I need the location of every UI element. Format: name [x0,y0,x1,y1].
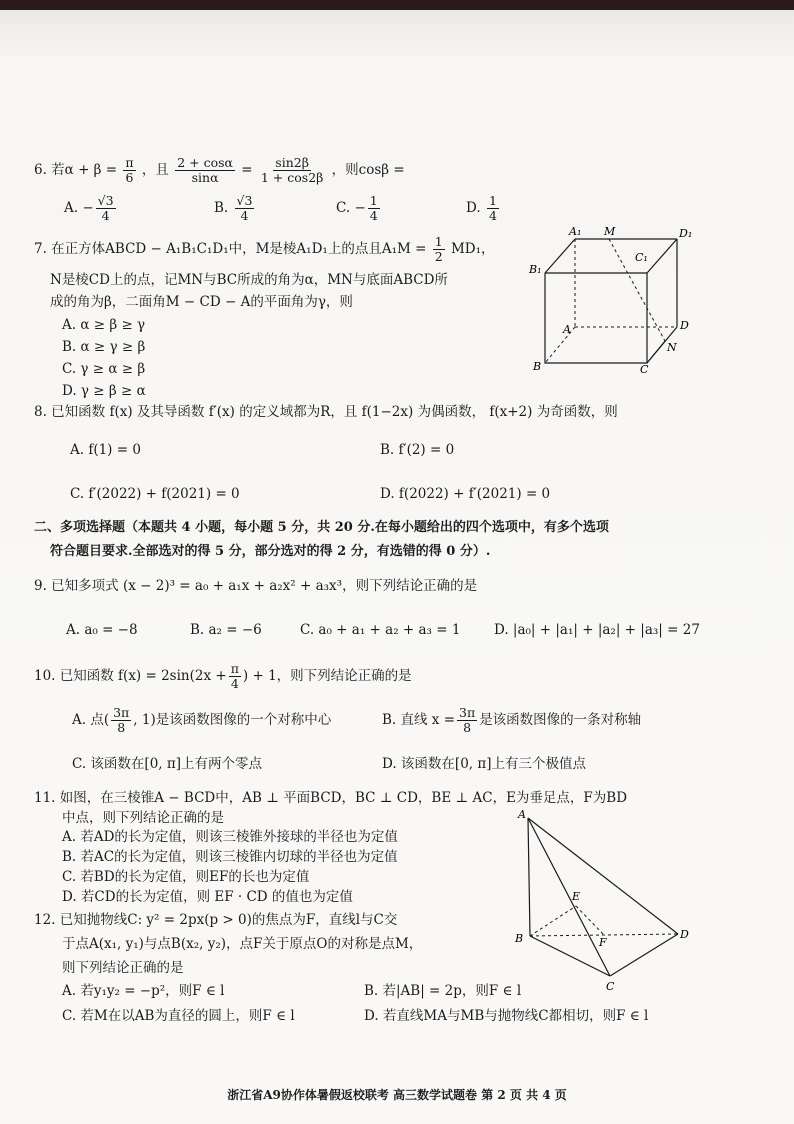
tetra-label-e: E [572,890,581,903]
tetra-label-c: C [606,980,615,993]
q9-stem: 9. 已知多项式 (x − 2)³ = a₀ + a₁x + a₂x² + a₃x³，则下列结论正确的是 [34,578,478,594]
option-frac [368,194,380,223]
q6-frac2-num: 2 + cosα [177,155,233,170]
q8-stem: 8. 已知函数 f(x) 及其导函数 f′(x) 的定义域都为R，且 f(1−2x) 为偶函数， f(x+2) 为奇函数，则 [34,404,618,420]
frac-num: 3π [459,705,476,720]
q10-option-d: D. 该函数在[0, π]上有三个极值点 [382,756,587,772]
q11-option-a: A. 若AD的长为定值，则该三棱锥外接球的半径也为定值 [62,829,398,845]
option-label: D. [466,200,481,216]
frac-den: 4 [230,676,239,691]
q6-option-b [214,194,256,223]
q7-frac [433,235,445,264]
q12-option-b: B. 若|AB| = 2p，则F ∈ l [364,983,522,999]
q10-stem-a: 10. 已知函数 f(x) = 2sin(2x + [34,668,227,684]
q12-option-c: C. 若M在以AB为直径的圆上，则F ∈ l [62,1008,295,1024]
q10-stem [34,656,412,696]
q9-option-a: A. a₀ = −8 [66,622,138,638]
q6-stem [34,150,405,190]
q11-option-b: B. 若AC的长为定值，则该三棱锥内切球的半径也为定值 [62,849,398,865]
q11-line-2: 中点，则下列结论正确的是 [62,810,224,826]
q8-option-c: C. f′(2022) + f(2021) = 0 [70,486,240,502]
frac-den: 8 [463,720,472,735]
q12-option-a: A. 若y₁y₂ = −p²，则F ∈ l [62,983,225,999]
q12-line-2: 于点A(x₁, y₁)与点B(x₂, y₂)，点F关于原点O的对称是点M， [62,936,423,952]
cube-label-n: N [667,341,677,354]
q12-option-d: D. 若直线MA与MB与抛物线C都相切，则F ∈ l [364,1008,649,1024]
q6-option-d [466,194,501,223]
q6-frac1-den: 6 [125,170,134,185]
q9-option-d: D. |a₀| + |a₁| + |a₂| + |a₃| = 27 [494,622,700,638]
q10-optb-b: 是该函数图像的一条对称轴 [479,712,642,728]
q6-frac3-num: sin2β [275,155,309,170]
frac-num: √3 [97,193,114,208]
option-frac [235,194,255,223]
tetra-label-f: F [599,936,607,949]
cube-label-b: B [533,360,542,373]
option-frac [96,194,116,223]
q6-frac-2 [175,156,235,185]
q7-line1a: 7. 在正方体ABCD − A₁B₁C₁D₁中，M是棱A₁D₁上的点且A₁M = [34,241,427,257]
cube-label-d: D [680,319,689,332]
q6-frac3-den: 1 + cos2β [260,170,324,185]
q10-stem-b: ) + 1，则下列结论正确的是 [242,668,412,684]
cube-label-c1: C₁ [635,251,648,264]
q11-line-1: 11. 如图，在三棱锥A − BCD中，AB ⊥ 平面BCD，BC ⊥ CD，BE ⊥ AC，E为垂足点，F为BD [34,790,628,806]
q10-stem-frac [229,662,241,691]
q6-option-a [64,194,118,223]
tetrahedron-figure [510,808,695,993]
q10-optb-a: B. 直线 x = [382,712,456,728]
q6-mid: ，且 [141,162,169,178]
frac-den: 4 [488,208,497,223]
q7-line1b: MD₁， [450,241,495,257]
q10-opta-b: , 1)是该函数图像的一个对称中心 [133,712,332,728]
q7-option-c: C. γ ≥ α ≥ β [62,361,146,377]
option-label: A. [64,200,79,216]
q11-option-d: D. 若CD的长为定值，则 EF · CD 的值也为定值 [62,889,353,905]
q6-prefix: 6. 若α + β = [34,162,118,178]
q6-frac-3 [259,156,326,185]
cube-label-a: A [563,323,571,336]
frac-num: 3π [113,705,130,720]
cube-figure [525,225,695,375]
cube-label-b1: B₁ [529,263,542,276]
q6-eq: = [241,162,253,178]
q7-line-2: N是棱CD上的点，记MN与BC所成的角为α，MN与底面ABCD所 [50,272,448,288]
q10-optb-frac [457,706,477,735]
q6-frac2-den: sinα [191,170,219,185]
q9-option-b: B. a₂ = −6 [190,622,262,638]
q7-frac-num: 1 [434,234,443,249]
cube-label-m: M [604,225,616,238]
q7-option-b: B. α ≥ γ ≥ β [62,339,146,355]
option-sign: − [354,200,366,216]
option-label: B. [214,200,229,216]
section-2-heading-line-1: 二、多项选择题（本题共 4 小题，每小题 5 分，共 20 分.在每小题给出的四个选项中，有多个选项 [34,520,609,535]
frac-num: √3 [236,193,253,208]
q7-frac-den: 2 [434,249,443,264]
tetra-label-b: B [515,932,524,945]
q9-option-c: C. a₀ + a₁ + a₂ + a₃ = 1 [300,622,461,638]
cube-label-c: C [640,363,649,375]
q12-line-1: 12. 已知抛物线C: y² = 2px(p > 0)的焦点为F，直线l与C交 [34,912,398,928]
option-frac [487,194,499,223]
q10-option-b [382,700,641,740]
q7-option-a: A. α ≥ β ≥ γ [62,317,146,333]
tetra-label-d: D [680,928,689,941]
q10-opta-frac [111,706,131,735]
q8-option-a: A. f(1) = 0 [70,442,141,458]
cube-label-a1: A₁ [569,225,582,238]
frac-num: 1 [369,193,378,208]
cube-label-d1: D₁ [679,227,693,240]
q6-option-c [336,194,382,223]
scan-edge [0,0,794,10]
page-footer: 浙江省A9协作体暑假返校联考 高三数学试题卷 第 2 页 共 4 页 [227,1088,567,1102]
q10-opta-a: A. 点( [72,712,110,728]
q7-line-3: 成的角为β，二面角M − CD − A的平面角为γ，则 [50,294,353,310]
q7-line-1 [34,232,495,266]
option-sign: − [82,200,94,216]
q8-option-d: D. f(2022) + f′(2021) = 0 [380,486,551,502]
q12-line-3: 则下列结论正确的是 [62,960,184,976]
frac-den: 4 [101,208,110,223]
tetra-label-a: A [518,808,526,821]
q11-option-c: C. 若BD的长为定值，则EF的长也为定值 [62,869,310,885]
frac-num: π [230,661,239,676]
q6-frac-1 [123,156,135,185]
q7-option-d: D. γ ≥ β ≥ α [62,383,146,399]
frac-den: 8 [117,720,126,735]
q6-suffix: ，则cosβ = [331,162,405,178]
frac-den: 4 [240,208,249,223]
q6-frac1-num: π [125,155,134,170]
section-2-heading-line-2: 符合题目要求.全部选对的得 5 分，部分选对的得 2 分，有选错的得 0 分）. [50,544,491,559]
frac-den: 4 [369,208,378,223]
q10-option-a [72,700,331,740]
q10-option-c: C. 该函数在[0, π]上有两个零点 [72,756,263,772]
q8-option-b: B. f′(2) = 0 [380,442,455,458]
frac-num: 1 [488,193,497,208]
option-label: C. [336,200,351,216]
